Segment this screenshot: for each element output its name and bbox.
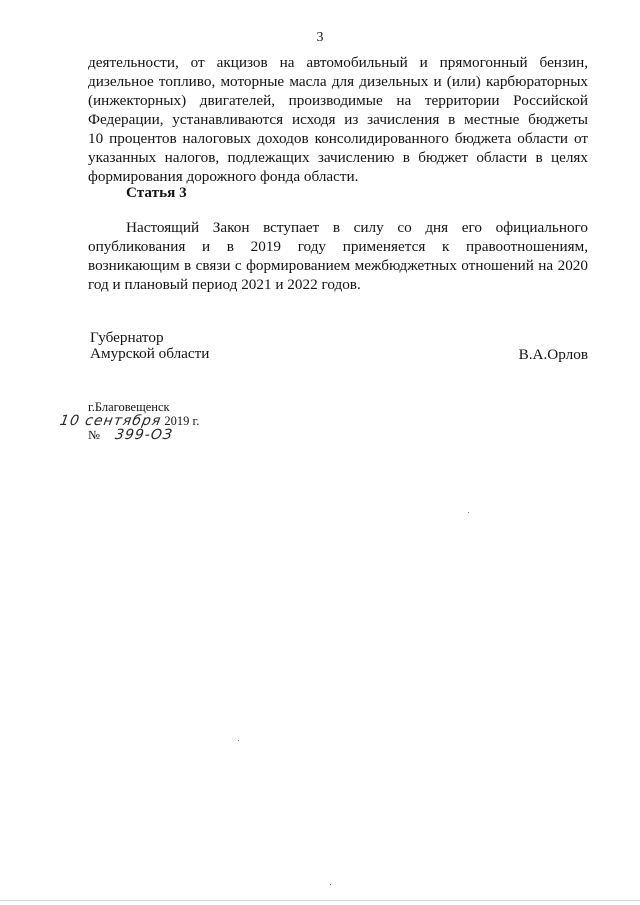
place-date-block <box>58 400 200 443</box>
paragraph-line: указанных налогов, подлежащих зачислению в бюджет области в целях <box>88 149 588 166</box>
signatory-title-line: Губернатор <box>90 329 164 346</box>
city-name: г.Благовещенск <box>88 400 170 414</box>
paragraph-line: опубликования и в 2019 году применяется к правоотношениям, <box>88 238 588 255</box>
paragraph-line: Настоящий Закон вступает в силу со дня его официального <box>126 219 588 236</box>
number-label: № <box>88 428 100 442</box>
signatory-title-line: Амурской области <box>90 345 210 362</box>
page-number: 3 <box>316 30 324 45</box>
scan-speck <box>330 884 331 885</box>
paragraph-line: 10 процентов налоговых доходов консолидированного бюджета области от <box>88 130 588 147</box>
paragraph-continuation <box>88 53 588 186</box>
paragraph-line: Федерации, устанавливаются исходя из зачисления в местные бюджеты <box>88 111 588 128</box>
paragraph-line: год и плановый период 2021 и 2022 годов. <box>88 276 361 293</box>
scan-speck <box>238 740 239 741</box>
handwritten-number: 399-ОЗ <box>113 427 174 443</box>
handwritten-date: 10 сентября <box>58 413 163 429</box>
signatory-name: В.А.Орлов <box>518 346 588 363</box>
paragraph-line: (инжекторных) двигателей, производимые на территории Российской <box>88 92 588 109</box>
article-heading: Статья 3 <box>126 184 187 201</box>
signatory-title <box>90 330 209 362</box>
number-line <box>88 428 199 442</box>
paragraph-line: возникающим в связи с формированием межбюджетных отношений на 2020 <box>88 257 588 274</box>
paragraph-line: дизельное топливо, моторные масла для дизельных и (или) карбюраторных <box>88 73 588 90</box>
paragraph-line: деятельности, от акцизов на автомобильный и прямогонный бензин, <box>88 54 588 71</box>
paragraph-article-3 <box>88 218 588 294</box>
scan-speck <box>468 512 469 513</box>
year-text: 2019 г. <box>164 414 200 428</box>
scan-edge-line <box>0 900 640 901</box>
date-line <box>58 413 200 429</box>
paragraph-line: формирования дорожного фонда области. <box>88 168 359 185</box>
